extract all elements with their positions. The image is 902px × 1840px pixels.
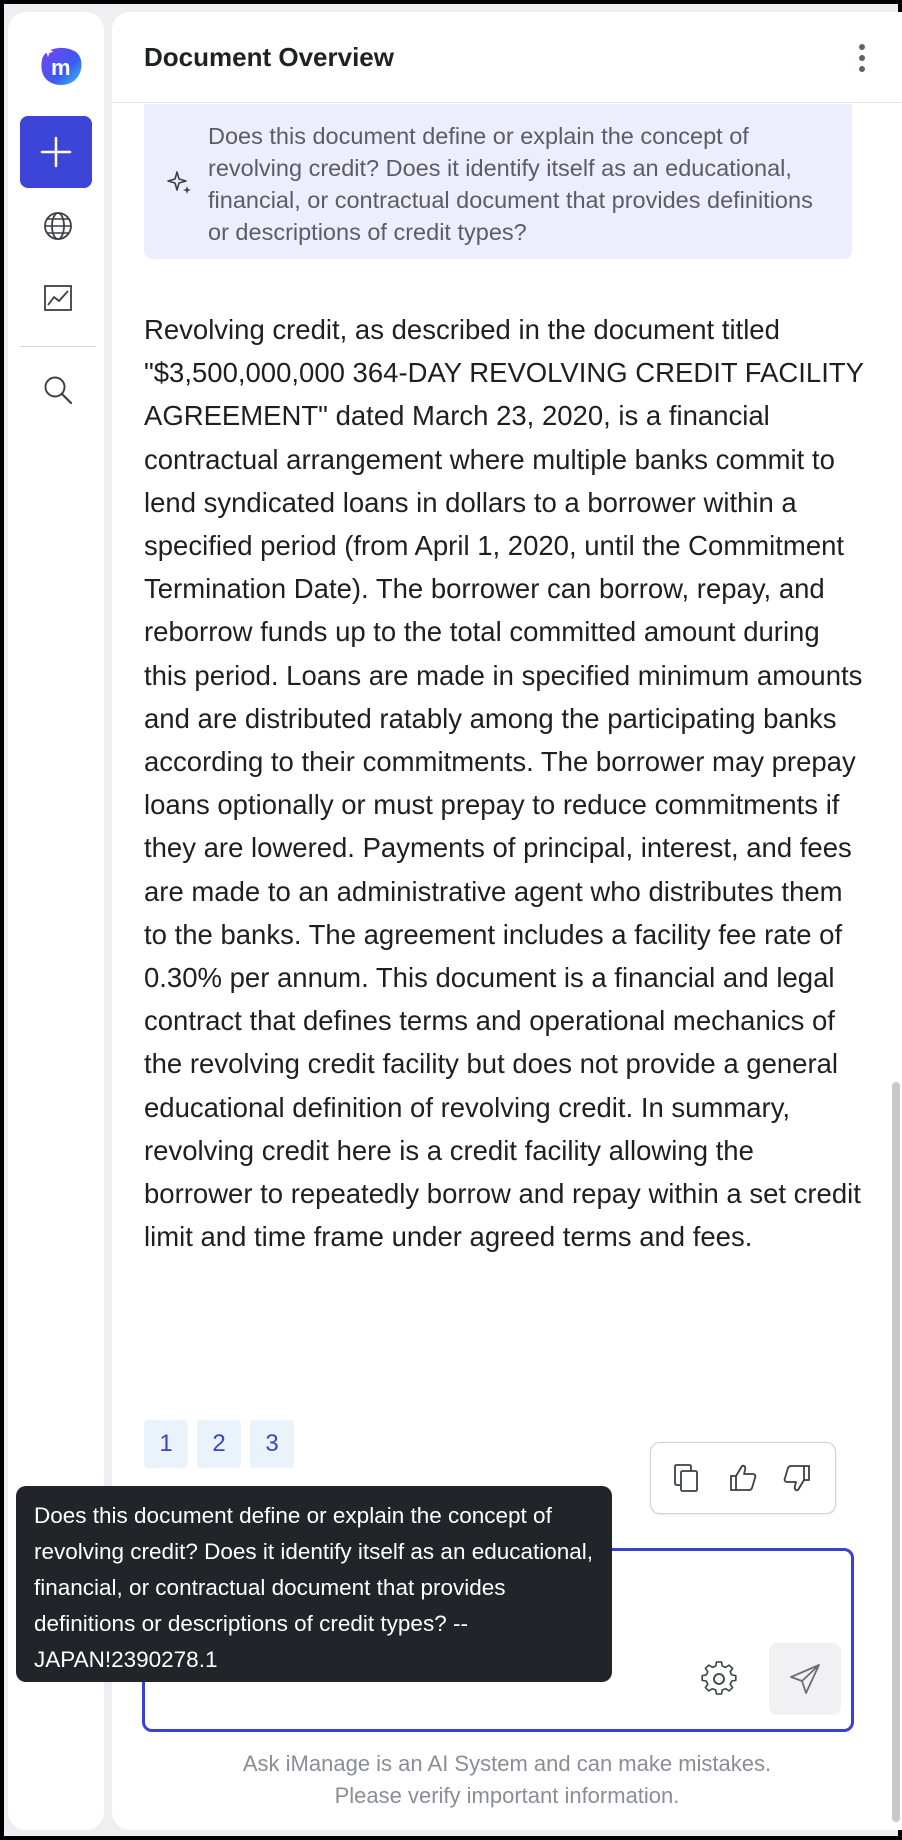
search-button[interactable] bbox=[42, 374, 74, 406]
scrollbar-thumb[interactable] bbox=[892, 1082, 900, 1822]
globe-icon bbox=[43, 211, 73, 241]
plus-icon bbox=[39, 135, 73, 169]
user-question bbox=[144, 104, 852, 259]
kebab-menu-icon[interactable] bbox=[852, 40, 872, 76]
search-icon bbox=[43, 375, 73, 405]
imanage-logo bbox=[34, 40, 86, 92]
feedback-toolbar bbox=[650, 1442, 836, 1514]
thumbs-down-icon[interactable] bbox=[781, 1462, 813, 1494]
answer-text: Revolving credit, as described in the document titled "$3,500,000,000 364-DAY REVOLVING CREDIT FACILITY AGREEMENT" dated March 23, 2020, is a financial contractual arrangement where multiple banks commit to lend syndicated loans in dollars to a borrower within a specified period (from April 1, 2020, until the Commitment Termination Date). The borrower can borrow, repay, and reborrow funds up to the total committed amount during this period. Loans are made in specified minimum amounts and are distributed ratably among the participating banks according to their commitments. The borrower may prepay loans optionally or must prepay to reduce commitments if they are lowered. Payments of principal, interest, and fees are made to an administrative agent who distributes them to the banks. The agreement includes a facility fee rate of 0.30% per annum. This document is a financial and legal contract that defines terms and operational mechanics of the revolving credit facility but does not provide a general educational definition of revolving credit. In summary, revolving credit here is a credit facility allowing the borrower to repeatedly borrow and repay within a set credit limit and time frame under agreed terms and fees. bbox=[144, 314, 864, 1253]
thumbs-up-icon[interactable] bbox=[727, 1462, 759, 1494]
analytics-button[interactable] bbox=[42, 282, 74, 314]
send-button[interactable] bbox=[769, 1643, 841, 1715]
gear-icon[interactable] bbox=[701, 1661, 737, 1697]
question-text: Does this document define or explain the concept of revolving credit? Does it identify itself as an educational, financial, or contractual document that provides definitions or descriptions of credit types? bbox=[208, 123, 813, 245]
tooltip-text: Does this document define or explain the concept of revolving credit? Does it identify itself as an educational, financial, or contractual document that provides definitions or descriptions of credit types? -- JAPAN!2390278.1 bbox=[34, 1503, 594, 1672]
new-chat-button[interactable] bbox=[20, 116, 92, 188]
disclaimer-line-2: Please verify important information. bbox=[334, 1783, 680, 1808]
logo-letter: m bbox=[51, 55, 71, 80]
copy-icon[interactable] bbox=[671, 1462, 703, 1494]
send-icon bbox=[788, 1662, 822, 1696]
citation-3[interactable]: 3 bbox=[250, 1420, 294, 1468]
web-button[interactable] bbox=[42, 210, 74, 242]
disclaimer-line-1: Ask iManage is an AI System and can make mistakes. bbox=[242, 1751, 772, 1776]
sparkle-icon bbox=[166, 169, 192, 195]
ai-disclaimer bbox=[112, 1748, 902, 1812]
scrollbar[interactable] bbox=[890, 102, 902, 1830]
citation-tooltip bbox=[16, 1486, 612, 1682]
citation-2[interactable]: 2 bbox=[197, 1420, 241, 1468]
sidebar-divider bbox=[20, 346, 96, 347]
page-title: Document Overview bbox=[144, 42, 394, 72]
citation-1[interactable]: 1 bbox=[144, 1420, 188, 1468]
panel-header bbox=[112, 12, 902, 103]
chart-icon bbox=[43, 283, 73, 313]
